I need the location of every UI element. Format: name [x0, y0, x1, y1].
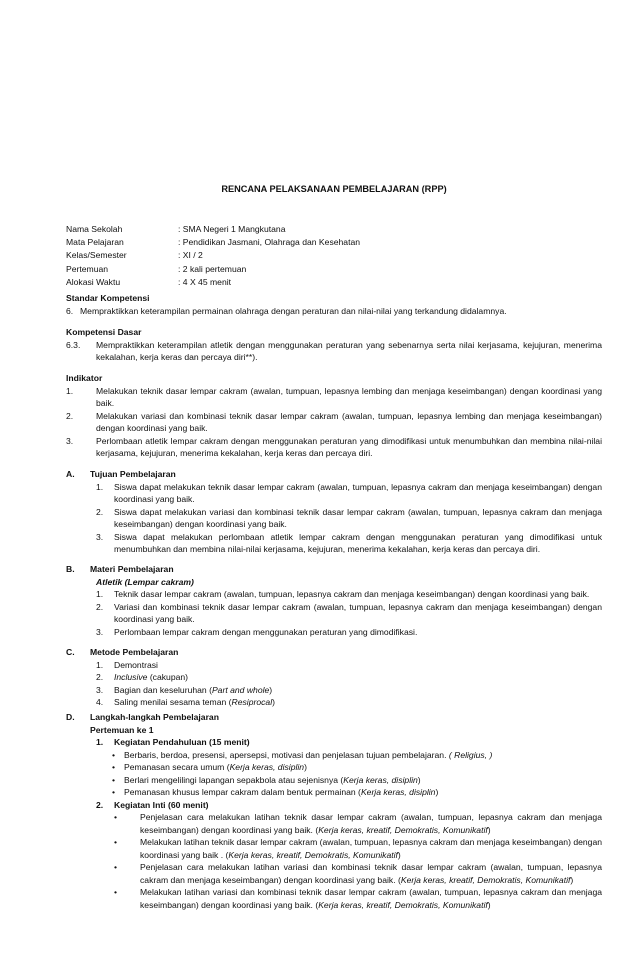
- item-number: 1.: [66, 385, 74, 396]
- item-text: Siswa dapat melakukan teknik dasar lempar cakram (awalan, tumpuan, lepasnya cakram dan menjaga keseimbangan) dengan koordinasi yang baik.: [114, 481, 602, 504]
- bullet-item: [114, 811, 602, 836]
- section-title: Metode Pembelajaran: [90, 647, 179, 657]
- metode-section: [66, 646, 602, 709]
- materi-section: [66, 563, 602, 638]
- identity-label: Nama Sekolah: [66, 224, 123, 234]
- item-text: [124, 749, 602, 762]
- item-text-italic: Kerja keras, kreatif, Demokratis, Komunikatif: [228, 849, 398, 860]
- standar-kompetensi-section: [66, 292, 602, 317]
- item-text: Melakukan variasi dan kombinasi teknik dasar lempar cakram (awalan, tumpuan, lepasnya lembing dan menjaga keseimbangan) dengan koordinasi yang baik.: [96, 410, 602, 433]
- identity-value: : 4 X 45 menit: [178, 276, 232, 287]
- item-number: 2.: [96, 601, 104, 612]
- item-text-italic: ( Religius, ): [448, 749, 493, 760]
- item-text: [114, 671, 602, 684]
- section-heading: [66, 563, 602, 576]
- item-text-part: ): [417, 774, 421, 785]
- item-text-part: Penjelasan cara melakukan latihan variasi dan kombinasi teknik dasar lempar cakram (awalan, tumpuan, lepasnya cakram dan menjaga keseimbangan) dengan koordinasi yang baik. (: [140, 862, 602, 885]
- item-text: Melakukan teknik dasar lempar cakram (awalan, tumpuan, lepasnya lembing dan menjaga keseimbangan) dengan koordinasi yang baik.: [96, 385, 602, 408]
- item-text-part: (cakupan): [147, 672, 189, 682]
- item-text: [140, 836, 602, 861]
- item-text-italic: Kerja keras, disiplin: [229, 762, 305, 772]
- bullet-icon: •: [114, 862, 118, 872]
- item-text: Perlombaan atletik lempar cakram dengan menggunakan peraturan yang dimodifikasi untuk menumbuhkan dan membina nilai-nilai kerjasama, kejujuran, menerima kekalahan, kerja keras dan percaya diri.: [96, 435, 602, 458]
- item-text-part: ): [304, 762, 307, 772]
- item-number: 3.: [66, 435, 74, 446]
- item-number: 2.: [96, 672, 104, 682]
- item-text: Siswa dapat melakukan perlombaan atletik lempar cakram dengan menggunakan peraturan yang dimodifikasi untuk menumbuhkan dan membina nilai-nilai kerjasama, kejujuran, menerima kekalahan, kerja keras dan percaya diri.: [114, 531, 602, 554]
- item-number: 4.: [96, 697, 104, 707]
- identity-value: : SMA Negeri 1 Mangkutana: [178, 224, 286, 234]
- kegiatan-inti-heading: [96, 799, 602, 812]
- section-letter: B.: [66, 564, 75, 574]
- item-text-part: Saling menilai sesama teman (: [114, 697, 232, 707]
- list-item: [96, 626, 602, 639]
- list-item: [96, 659, 602, 672]
- item-text-italic: Kerja keras, kreatif, Demokratis, Komunikatif: [318, 899, 488, 910]
- identity-value: : Pendidikan Jasmani, Olahraga dan Kesehatan: [178, 237, 361, 248]
- identity-row: [66, 223, 602, 236]
- bullet-item: [112, 749, 602, 762]
- item-text-part: Melakukan latihan variasi dan kombinasi teknik dasar lempar cakram (awalan, tumpuan, lepasnya cakram dan menjaga keseimbangan) dengan koordinasi yang baik. (: [140, 887, 602, 910]
- item-text-part: Pemanasan secara umum (: [124, 762, 230, 772]
- section-heading: [66, 711, 602, 724]
- list-item: [96, 531, 602, 556]
- item-text: Mempraktikkan keterampilan permainan olahraga dengan peraturan dan nilai-nilai yang terkandung didalamnya.: [80, 305, 507, 316]
- bullet-icon: •: [112, 774, 116, 785]
- item-text-part: Demontrasi: [114, 659, 158, 670]
- item-text-italic: Kerja keras, disiplin: [360, 787, 436, 797]
- item-text-italic: Inclusive: [114, 672, 148, 682]
- kegiatan-title: Kegiatan Pendahuluan (15 menit): [114, 737, 250, 747]
- item-text-italic: Kerja keras, kreatif, Demokratis, Komunikatif: [400, 874, 571, 885]
- section-letter: C.: [66, 647, 75, 657]
- bullet-icon: •: [114, 812, 118, 822]
- section-letter: D.: [66, 712, 75, 722]
- item-text-part: ): [487, 899, 491, 910]
- meeting-label: Pertemuan ke 1: [90, 724, 154, 735]
- kegiatan-title: Kegiatan Inti (60 menit): [114, 799, 209, 810]
- item-text-italic: Kerja keras, disiplin: [343, 774, 418, 785]
- list-item: [96, 671, 602, 684]
- item-text-part: ): [570, 874, 574, 885]
- item-text: [140, 861, 602, 886]
- tujuan-section: [66, 468, 602, 556]
- item-text-part: ): [397, 849, 401, 860]
- bullet-item: [114, 836, 602, 861]
- list-item: [66, 435, 602, 460]
- item-text: [124, 774, 602, 787]
- indikator-section: [66, 372, 602, 460]
- item-text: [140, 886, 602, 911]
- identity-label: Kelas/Semester: [66, 250, 127, 261]
- section-title: Materi Pembelajaran: [90, 564, 174, 574]
- item-number: 2.: [66, 410, 74, 421]
- sk-item: [66, 305, 602, 318]
- item-number: 3.: [96, 684, 104, 695]
- item-text: [124, 761, 602, 774]
- list-item: [66, 410, 602, 435]
- list-item: [96, 601, 602, 626]
- item-text-italic: Part and whole: [211, 684, 270, 695]
- kd-item: [66, 339, 602, 364]
- list-item: [96, 684, 602, 697]
- section-heading: Kompetensi Dasar: [66, 327, 142, 337]
- list-item: [96, 588, 602, 601]
- identity-label: Pertemuan: [66, 263, 109, 274]
- identity-row: [66, 276, 602, 289]
- document-title: RENCANA PELAKSANAAN PEMBELAJARAN (RPP): [221, 184, 447, 194]
- item-text-part: Melakukan latihan teknik dasar lempar cakram (awalan, tumpuan, lepasnya cakram dan menjaga keseimbangan) dengan koordinasi yang baik . (: [140, 837, 602, 860]
- item-text-part: ): [487, 824, 491, 835]
- item-text: [114, 659, 602, 672]
- section-heading: [66, 468, 602, 481]
- list-item: [66, 385, 602, 410]
- item-text-part: ): [269, 684, 273, 695]
- bullet-icon: •: [112, 749, 116, 760]
- item-number: 2.: [96, 799, 104, 810]
- item-number: 3.: [96, 531, 104, 542]
- identity-label: Mata Pelajaran: [66, 237, 124, 248]
- item-text: [114, 696, 602, 709]
- identity-value: : XI / 2: [178, 250, 203, 261]
- item-text: [140, 811, 602, 836]
- item-number: 1.: [96, 659, 104, 670]
- bullet-item: [112, 786, 602, 799]
- identity-row: [66, 236, 602, 249]
- item-text-part: Penjelasan cara melakukan latihan teknik dasar lempar cakram (awalan, tumpuan, lepasnya cakram dan menjaga keseimbangan) dengan koordinasi yang baik. (: [140, 812, 602, 835]
- bullet-icon: •: [114, 837, 118, 847]
- section-title: Langkah-langkah Pembelajaran: [90, 712, 219, 722]
- item-number: 3.: [96, 626, 104, 637]
- bullet-icon: •: [114, 887, 118, 897]
- item-text-italic: Kerja keras, kreatif, Demokratis, Komunikatif: [318, 824, 488, 835]
- bullet-item: [114, 886, 602, 911]
- identity-row: [66, 249, 602, 262]
- item-number: 2.: [96, 506, 104, 517]
- item-text: Teknik dasar lempar cakram (awalan, tumpuan, lepasnya cakram dan menjaga keseimbangan) dengan koordinasi yang baik.: [114, 589, 590, 599]
- section-heading: [66, 646, 602, 659]
- item-number: 1.: [96, 737, 104, 747]
- item-text-part: ): [272, 697, 275, 707]
- item-text-italic: Resiprocal: [231, 697, 273, 707]
- item-text-part: Bagian dan keseluruhan (: [114, 684, 212, 695]
- section-heading: Standar Kompetensi: [66, 293, 150, 303]
- section-title: Tujuan Pembelajaran: [90, 469, 176, 479]
- list-item: [96, 696, 602, 709]
- kompetensi-dasar-section: [66, 326, 602, 364]
- section-heading: Indikator: [66, 373, 103, 383]
- identity-table: [66, 223, 602, 289]
- list-item: [96, 506, 602, 531]
- item-number: 1.: [96, 481, 104, 492]
- bullet-item: [114, 861, 602, 886]
- kegiatan-pendahuluan-heading: [96, 736, 602, 749]
- item-number: 6.3.: [66, 339, 81, 350]
- item-number: 6.: [66, 305, 74, 316]
- item-text: [124, 786, 602, 799]
- item-text-part: Berbaris, berdoa, presensi, apersepsi, motivasi dan penjelasan tujuan pembelajaran.: [124, 749, 449, 760]
- item-text: Perlombaan lempar cakram dengan menggunakan peraturan yang dimodifikasi.: [114, 626, 418, 637]
- identity-value: : 2 kali pertemuan: [178, 263, 247, 274]
- item-text: Variasi dan kombinasi teknik dasar lempar cakram (awalan, tumpuan, lepasnya cakram dan menjaga keseimbangan) dengan koordinasi yang baik.: [114, 601, 602, 624]
- item-text-part: Berlari mengelilingi lapangan sepakbola atau sejenisnya (: [124, 774, 344, 785]
- bullet-icon: •: [112, 787, 116, 797]
- item-text: Siswa dapat melakukan variasi dan kombinasi teknik dasar lempar cakram (awalan, tumpuan, lepasnya cakram dan menjaga keseimbangan) dengan koordinasi yang baik.: [114, 506, 602, 529]
- item-text: Mempraktikkan keterampilan atletik dengan menggunakan peraturan yang sebenarnya serta nilai kerjasama, kejujuran, menerima kekalahan, kerja keras dan percaya diri**).: [96, 339, 602, 362]
- item-text-part: ): [435, 787, 439, 797]
- item-number: 1.: [96, 589, 104, 599]
- item-text: [114, 684, 602, 697]
- identity-row: [66, 263, 602, 276]
- item-text-part: Pemanasan khusus lempar cakram dalam bentuk permainan (: [124, 787, 361, 797]
- bullet-item: [112, 774, 602, 787]
- list-item: [96, 481, 602, 506]
- bullet-icon: •: [112, 762, 116, 772]
- identity-label: Alokasi Waktu: [66, 276, 121, 287]
- materi-subheading: Atletik (Lempar cakram): [96, 576, 194, 587]
- bullet-item: [112, 761, 602, 774]
- section-letter: A.: [66, 469, 75, 479]
- langkah-section: [66, 711, 602, 911]
